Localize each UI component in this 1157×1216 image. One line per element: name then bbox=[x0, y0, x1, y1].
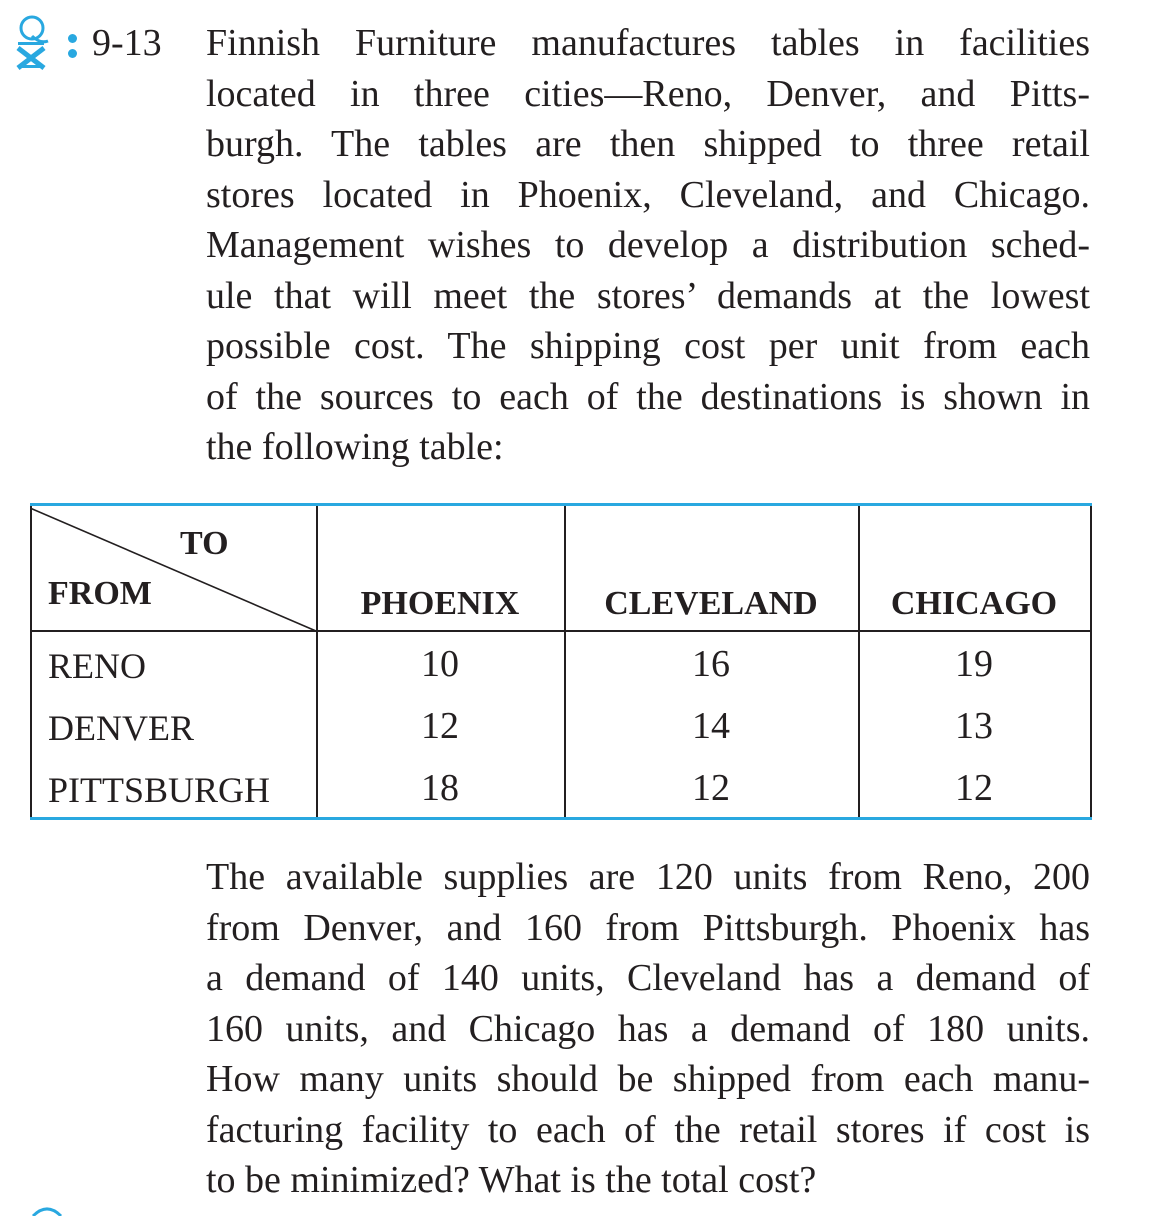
followup-line: facturing facility to each of the retail stores if cost is bbox=[206, 1108, 1090, 1151]
intro-line: burgh. The tables are then shipped to three retail bbox=[206, 123, 1090, 165]
cost-cell: 10 bbox=[421, 643, 459, 685]
colon-dot-upper bbox=[68, 34, 77, 43]
row-label-reno: RENO bbox=[48, 646, 146, 686]
followup-line: How many units should be shipped from each manu- bbox=[206, 1058, 1090, 1100]
problem-intro bbox=[206, 18, 1090, 473]
cost-cell: 16 bbox=[692, 643, 730, 685]
cost-cell: 13 bbox=[955, 705, 993, 747]
qm-for-windows-icon bbox=[12, 14, 52, 70]
problem-followup bbox=[206, 852, 1090, 1206]
followup-line: from Denver, and 160 from Pittsburgh. Phoenix has bbox=[206, 906, 1090, 949]
followup-line: 160 units, and Chicago has a demand of 180 units. bbox=[206, 1007, 1090, 1050]
corner-from-label: FROM bbox=[48, 575, 152, 612]
intro-line: of the sources to each of the destinations is shown in bbox=[206, 375, 1090, 418]
colon-dot-lower bbox=[68, 49, 77, 58]
column-header-chicago: CHICAGO bbox=[890, 585, 1058, 622]
followup-line: a demand of 140 units, Cleveland has a demand of bbox=[206, 957, 1090, 999]
intro-line: ule that will meet the stores’ demands at the lowest bbox=[206, 274, 1090, 317]
followup-line: to be minimized? What is the total cost? bbox=[206, 1159, 817, 1201]
intro-line: possible cost. The shipping cost per unit from each bbox=[206, 325, 1090, 367]
table-bottom-rule bbox=[30, 817, 1092, 820]
intro-line: the following table: bbox=[206, 426, 504, 468]
cost-cell: 14 bbox=[692, 705, 730, 747]
cost-cell: 18 bbox=[421, 767, 459, 809]
intro-line: stores located in Phoenix, Cleveland, and Chicago. bbox=[206, 173, 1090, 216]
next-problem-icon-partial bbox=[30, 1206, 64, 1216]
cost-cell: 12 bbox=[955, 767, 993, 809]
intro-line: Management wishes to develop a distribution sched- bbox=[206, 224, 1090, 266]
intro-line: Finnish Furniture manufactures tables in facilities bbox=[206, 22, 1090, 64]
intro-line: located in three cities—Reno, Denver, and Pitts- bbox=[206, 72, 1090, 115]
problem-number: 9-13 bbox=[92, 22, 162, 64]
followup-line: The available supplies are 120 units from Reno, 200 bbox=[206, 856, 1090, 898]
cost-cell: 12 bbox=[692, 767, 730, 809]
header-diagonal-line bbox=[30, 506, 320, 634]
column-header-phoenix: PHOENIX bbox=[360, 585, 520, 622]
corner-to-label: TO bbox=[180, 525, 229, 562]
cost-cell: 12 bbox=[421, 705, 459, 747]
column-header-cleveland: CLEVELAND bbox=[604, 585, 818, 622]
cost-cell: 19 bbox=[955, 643, 993, 685]
table-right-border bbox=[1090, 506, 1092, 817]
row-label-denver: DENVER bbox=[48, 708, 194, 748]
row-label-pittsburgh: PITTSBURGH bbox=[48, 770, 271, 810]
